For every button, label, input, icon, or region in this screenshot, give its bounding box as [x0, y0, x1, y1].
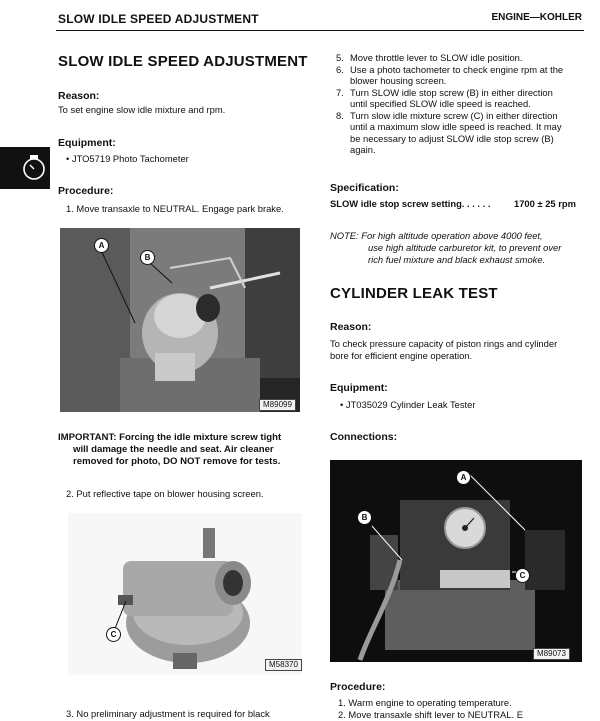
callout-c-leak: C [515, 568, 530, 583]
step-number: 5. [336, 52, 344, 63]
page-title: SLOW IDLE SPEED ADJUSTMENT [58, 53, 308, 70]
equipment-heading: Equipment: [58, 137, 116, 149]
reason-text: To set engine slow idle mixture and rpm. [58, 104, 226, 115]
callout-b-leak: B [357, 510, 372, 525]
header-rule [56, 30, 584, 31]
leak-equipment-heading: Equipment: [330, 382, 388, 394]
callout-b: B [140, 250, 155, 265]
procedure-step-1: 1. Move transaxle to NEUTRAL. Engage park brake. [66, 203, 284, 214]
procedure-step-2: 2. Put reflective tape on blower housing screen. [66, 488, 264, 499]
reason-heading: Reason: [58, 90, 100, 102]
step-text-line: blower housing screen. [350, 75, 447, 86]
step-number: 7. [336, 86, 344, 98]
step-text-line: Move throttle lever to SLOW idle position. [350, 52, 523, 63]
callout-a: A [94, 238, 109, 253]
figure-carburetor-removed [68, 513, 302, 675]
callout-a-leak: A [456, 470, 471, 485]
leak-reason-heading: Reason: [330, 321, 372, 333]
running-header-title: SLOW IDLE SPEED ADJUSTMENT [58, 12, 259, 26]
step-text-line: Turn SLOW idle stop screw (B) in either direction [350, 86, 553, 98]
spec-name: SLOW idle stop screw setting. . . . . . [330, 198, 491, 209]
procedure-step-3: 3. No preliminary adjustment is required for black [66, 708, 270, 719]
figure-leak-tester [330, 460, 582, 662]
equipment-item: • JTO5719 Photo Tachometer [66, 153, 189, 164]
section-tab [0, 147, 50, 189]
note-line-1: NOTE: For high altitude operation above 4000 feet, [330, 230, 543, 241]
figure-carburetor-installed [60, 228, 300, 412]
step-text-line: Turn slow idle mixture screw (C) in either direction [350, 109, 558, 121]
specification-heading: Specification: [330, 182, 399, 194]
note-line-3: rich fuel mixture and black exhaust smoke. [368, 254, 546, 265]
step-text-line: until a maximum slow idle speed is reached. It may [350, 121, 562, 132]
leak-reason-line-2: bore for efficient engine operation. [330, 350, 473, 361]
leak-equipment-item: • JT035029 Cylinder Leak Tester [340, 399, 476, 410]
note-line-2: use high altitude carburetor kit, to prevent over [368, 242, 562, 253]
procedure-heading: Procedure: [58, 185, 114, 197]
step-text-line: be necessary to adjust SLOW idle stop screw (B) [350, 132, 554, 144]
figure-2-label: M58370 [265, 659, 302, 671]
carburetor-photo [68, 513, 302, 675]
running-header-section: ENGINE—KOHLER [491, 12, 582, 23]
carburetor-installed-photo [60, 228, 300, 412]
callout-c: C [106, 627, 121, 642]
leak-tester-photo [330, 460, 582, 662]
step-text-line: again. [350, 144, 376, 155]
step-text-line: Use a photo tachometer to check engine rpm at the [350, 63, 564, 75]
step-number: 8. [336, 109, 344, 121]
important-line-2: will damage the needle and seat. Air cleaner [73, 444, 274, 455]
step-number: 6. [336, 63, 344, 75]
figure-1-label: M89099 [259, 399, 296, 411]
step-text-line: until specified SLOW idle speed is reached. [350, 98, 531, 109]
section-title-leak-test: CYLINDER LEAK TEST [330, 285, 498, 302]
important-line-3: removed for photo, DO NOT remove for tests. [73, 456, 281, 467]
connections-heading: Connections: [330, 431, 398, 443]
leak-procedure-heading: Procedure: [330, 681, 386, 693]
figure-3-label: M89073 [533, 648, 570, 660]
spec-value: 1700 ± 25 rpm [514, 198, 576, 209]
engine-section-icon [0, 147, 50, 189]
leak-reason-line-1: To check pressure capacity of piston rings and cylinder [330, 338, 558, 349]
leak-procedure-step-2: 2. Move transaxle shift lever to NEUTRAL. E [338, 709, 523, 720]
important-line-1: IMPORTANT: Forcing the idle mixture screw tight [58, 432, 282, 443]
leak-procedure-step-1: 1. Warm engine to operating temperature. [338, 697, 512, 708]
